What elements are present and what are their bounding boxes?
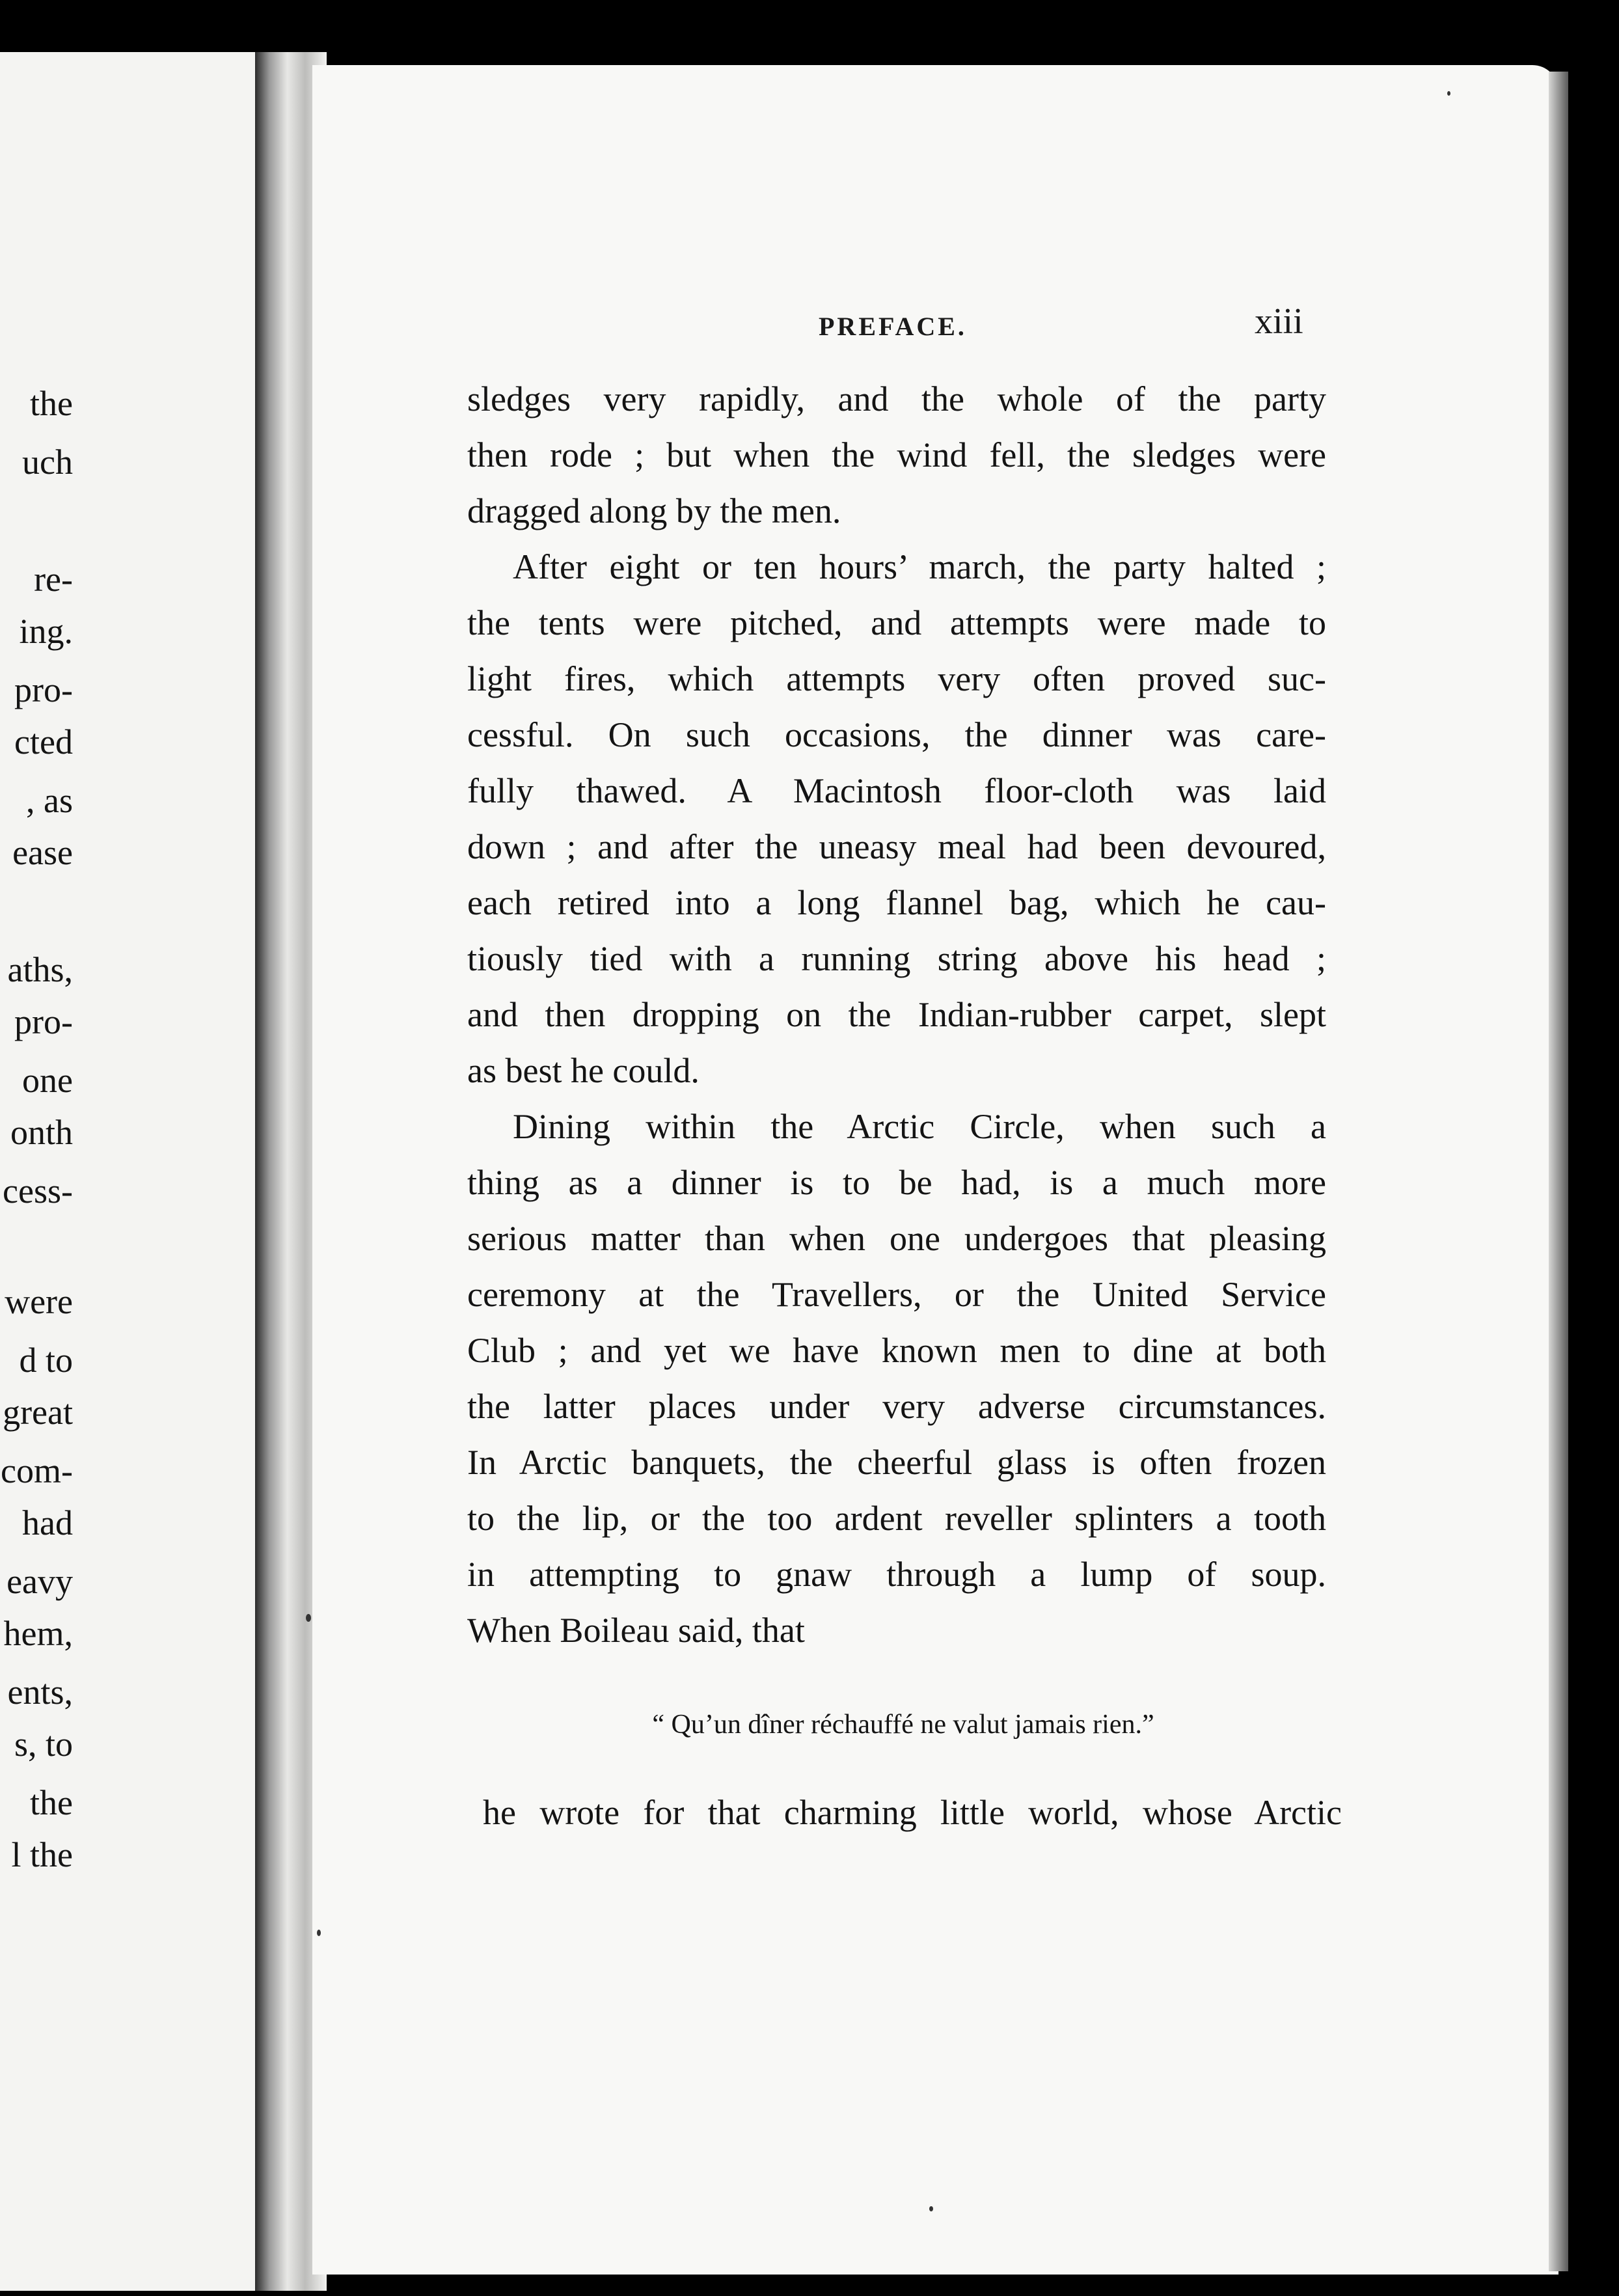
left-page-line-fragment: had [22, 1503, 73, 1542]
body-line: After eight or ten hours’ march, the party halted ; [513, 547, 1326, 586]
body-line: light fires, which attempts very often proved suc- [467, 659, 1326, 698]
page-edge-shadow [1549, 72, 1568, 2271]
body-line: Club ; and yet we have known men to dine at both [467, 1331, 1326, 1370]
left-page-line-fragment: ents, [7, 1673, 73, 1712]
left-page-line-fragment: the [30, 384, 73, 423]
left-page-line-fragment: eavy [7, 1562, 73, 1601]
left-page-line-fragment: l the [11, 1835, 73, 1874]
left-page-line-fragment: s, to [14, 1725, 73, 1764]
scan-speck [306, 1614, 311, 1622]
scan-speck [1447, 91, 1450, 96]
body-line: as best he could. [467, 1051, 700, 1090]
body-text-continued [483, 1784, 1342, 1840]
body-line: sledges very rapidly, and the whole of the party [467, 379, 1326, 418]
page-number: xiii [1255, 301, 1303, 342]
running-head-title: PREFACE. [819, 312, 967, 341]
left-page-line-fragment: aths, [7, 950, 73, 989]
body-line: dragged along by the men. [467, 491, 841, 530]
body-line: in attempting to gnaw through a lump of soup. [467, 1555, 1326, 1594]
body-line: Dining within the Arctic Circle, when such a [513, 1107, 1326, 1146]
body-line: serious matter than when one undergoes that pleasing [467, 1219, 1326, 1258]
body-line: cessful. On such occasions, the dinner was care- [467, 715, 1326, 754]
body-line: thing as a dinner is to be had, is a much more [467, 1163, 1326, 1202]
left-page-line-fragment: re- [34, 560, 73, 599]
scan-speck [317, 1930, 321, 1936]
body-line: tiously tied with a running string above his head ; [467, 939, 1326, 978]
left-page-line-fragment: pro- [14, 670, 73, 709]
left-page-line-fragment: pro- [14, 1002, 73, 1041]
body-line: When Boileau said, that [467, 1611, 805, 1650]
left-page-line-fragment: cess- [3, 1171, 73, 1210]
left-page-line-fragment: ing. [19, 612, 73, 651]
left-page-line-fragment: great [3, 1393, 73, 1432]
left-page-line-fragment: the [30, 1783, 73, 1822]
body-line: ceremony at the Travellers, or the United Service [467, 1275, 1326, 1314]
body-line: fully thawed. A Macintosh floor-cloth was laid [467, 771, 1326, 810]
body-line: down ; and after the uneasy meal had been devoured, [467, 827, 1326, 866]
body-line: In Arctic banquets, the cheerful glass is often frozen [467, 1443, 1326, 1482]
body-line: to the lip, or the too ardent reveller splinters a tooth [467, 1499, 1326, 1538]
body-line: and then dropping on the Indian-rubber carpet, slept [467, 995, 1326, 1034]
body-line: each retired into a long flannel bag, which he cau- [467, 883, 1326, 922]
body-line: the tents were pitched, and attempts were made to [467, 603, 1326, 642]
left-page-line-fragment: one [22, 1061, 73, 1100]
left-page-line-fragment: hem, [3, 1614, 73, 1653]
left-page-line-fragment: d to [19, 1341, 73, 1380]
left-page-line-fragment: were [5, 1282, 73, 1321]
body-line: the latter places under very adverse circumstances. [467, 1387, 1326, 1426]
block-quote: “ Qu’un dîner réchauffé ne valut jamais rien.” [652, 1710, 1154, 1740]
body-text [467, 371, 1326, 1658]
left-page-line-fragment: ease [12, 833, 73, 872]
body-line: he wrote for that charming little world, whose Arctic [483, 1793, 1342, 1832]
left-page-line-fragment: , as [26, 781, 73, 820]
left-page-line-fragment: uch [22, 443, 73, 482]
left-page-line-fragment: cted [14, 722, 73, 761]
scan-speck [929, 2206, 933, 2211]
left-page-line-fragment: com- [1, 1451, 73, 1490]
body-line: then rode ; but when the wind fell, the sledges were [467, 435, 1326, 474]
left-page-line-fragment: onth [10, 1113, 73, 1152]
